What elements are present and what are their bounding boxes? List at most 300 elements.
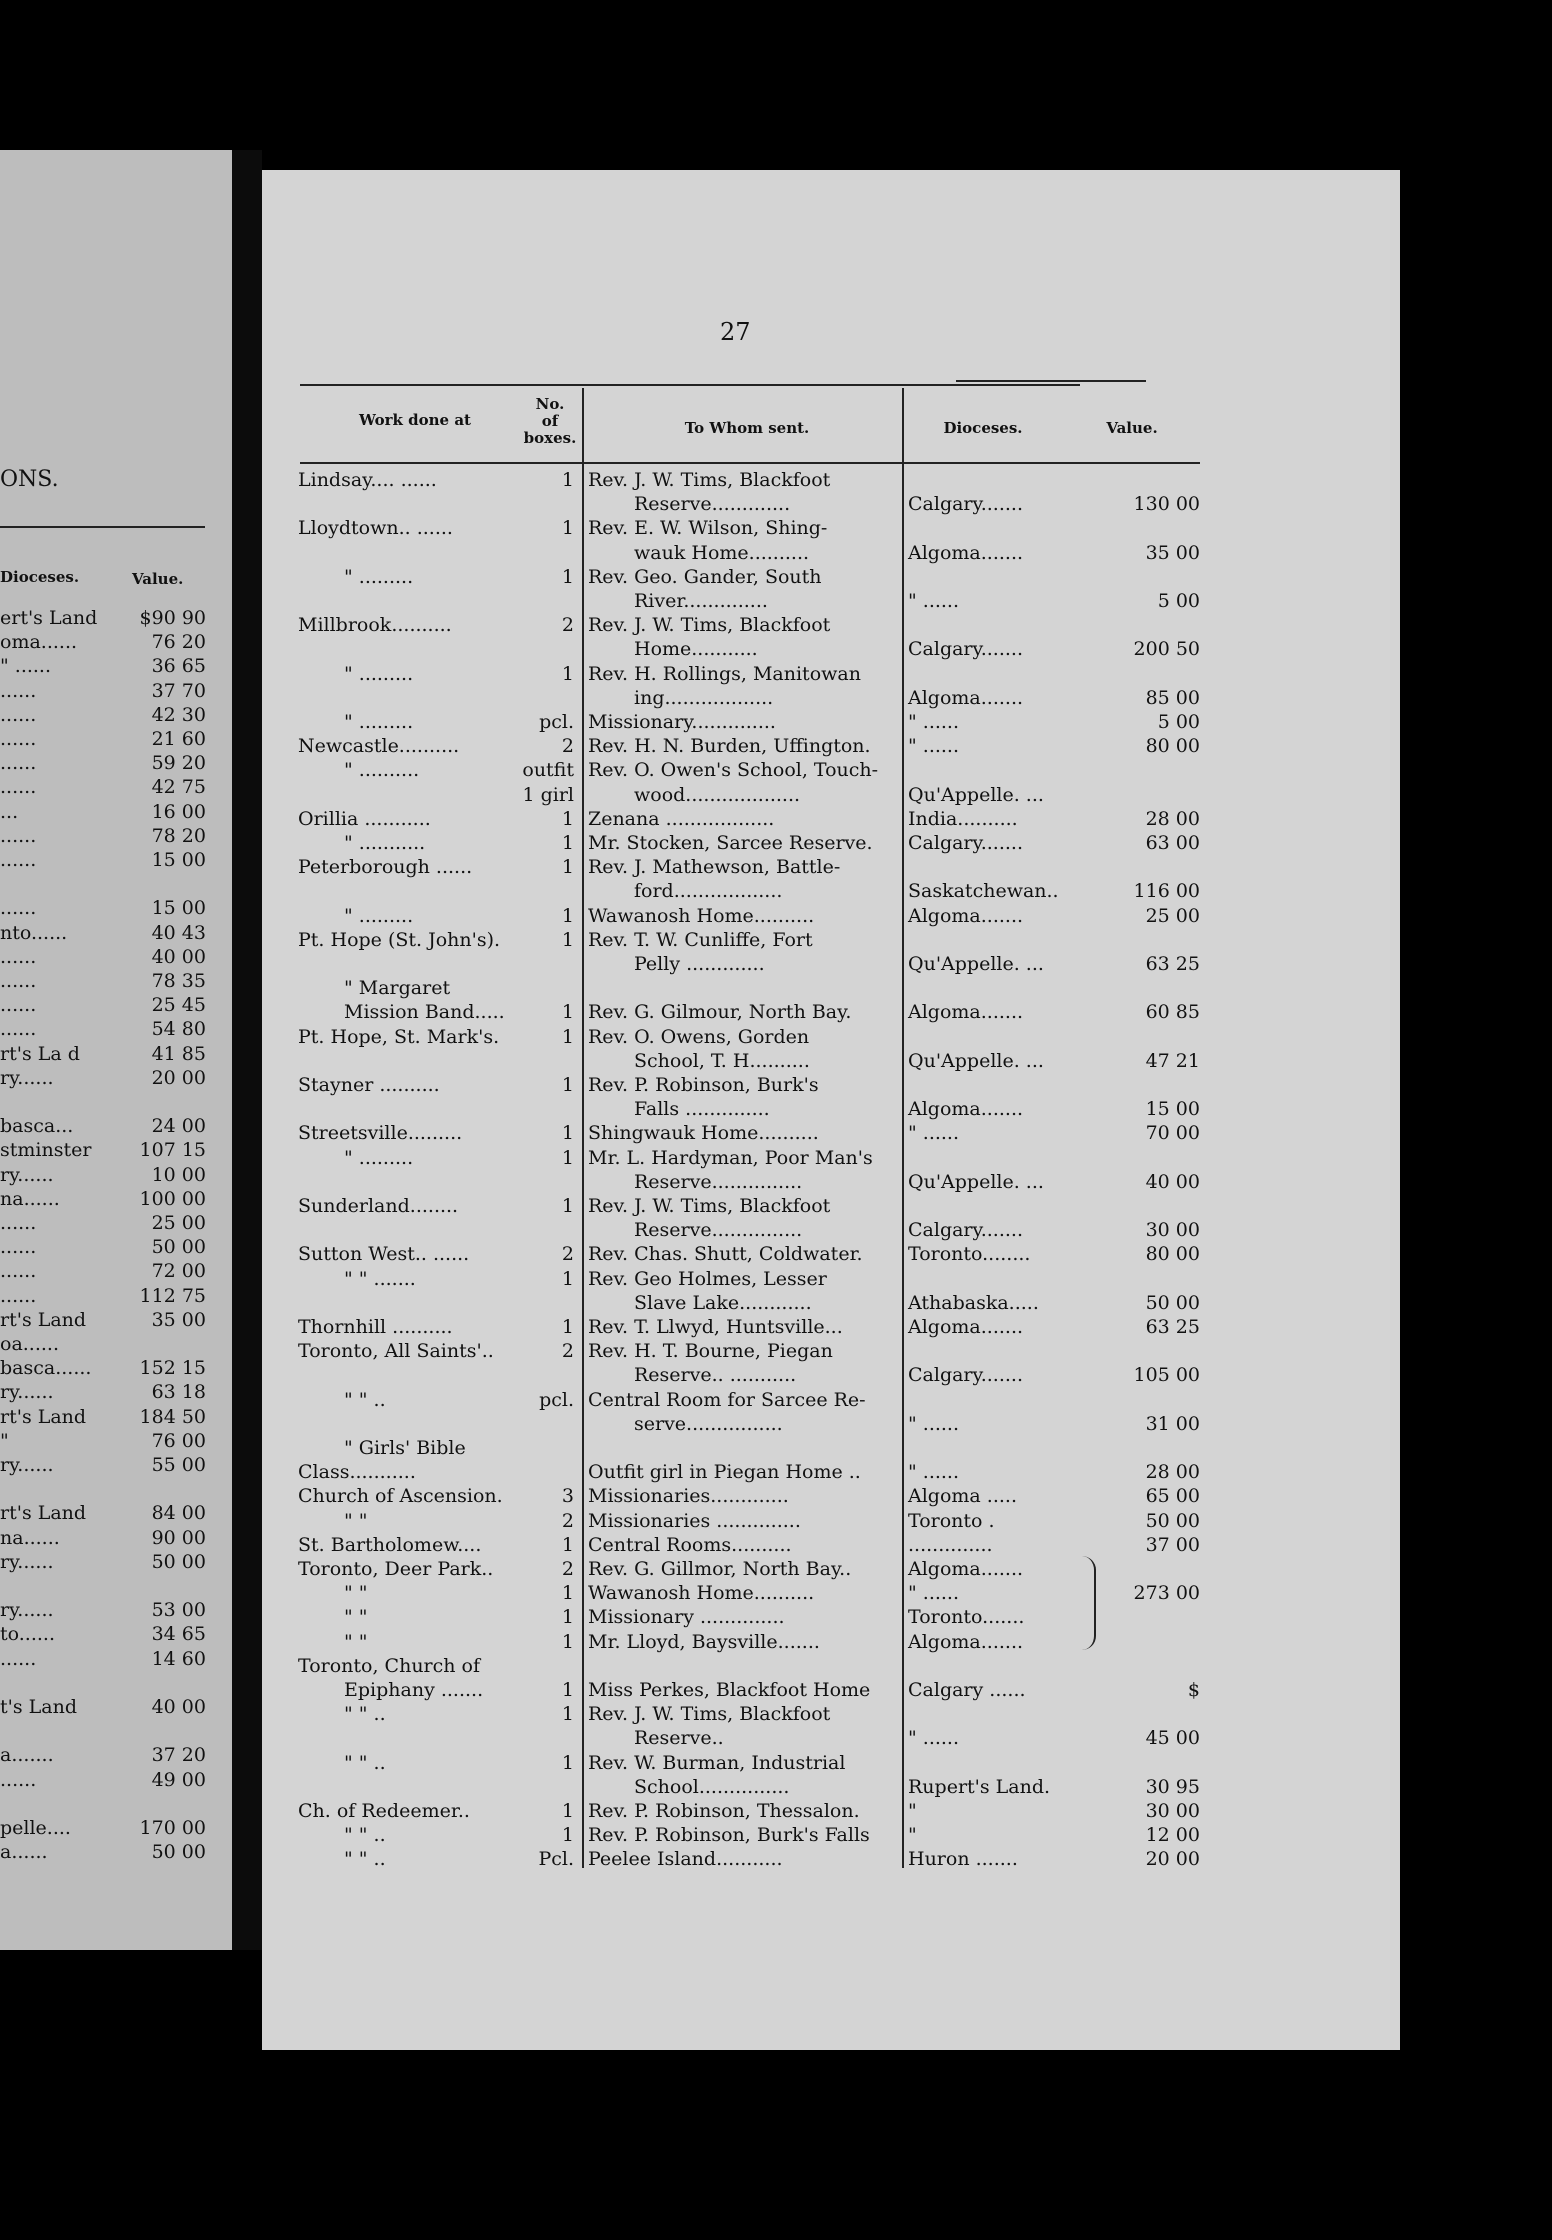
diocese-cell: Qu'Appelle. ... xyxy=(908,953,1044,975)
left-row-diocese: t's Land xyxy=(0,1696,77,1718)
col-header-whom: To Whom sent. xyxy=(684,419,810,437)
to-whom-sent-cell: Rev. J. W. Tims, Blackfoot xyxy=(588,469,831,491)
value-cell: $ xyxy=(1187,1679,1200,1701)
left-row-value: 55 00 xyxy=(151,1454,206,1476)
value-cell: 15 00 xyxy=(1145,1098,1200,1121)
diocese-cell: Algoma....... xyxy=(908,904,1024,927)
diocese-cell: " ...... xyxy=(908,1582,960,1605)
boxes-count-cell: outfit xyxy=(522,759,574,782)
value-cell: 30 00 xyxy=(1145,1800,1200,1822)
diocese-cell: Algoma....... xyxy=(908,1098,1024,1121)
work-done-at-cell: Pt. Hope, St. Mark's. xyxy=(298,1025,500,1048)
boxes-count-cell: 2 xyxy=(561,1243,574,1266)
left-row-value: 78 35 xyxy=(151,970,206,992)
left-row-diocese: to...... xyxy=(0,1623,55,1646)
diocese-cell: " ...... xyxy=(908,1727,960,1750)
left-row-diocese: ...... xyxy=(0,970,37,992)
value-cell: 47 21 xyxy=(1145,1049,1200,1072)
left-row-diocese: ry...... xyxy=(0,1550,54,1573)
to-whom-sent-cell: Missionaries .............. xyxy=(588,1509,801,1532)
to-whom-sent-cell: Rev. J. Mathewson, Battle- xyxy=(588,856,841,879)
left-row-diocese: ...... xyxy=(0,1236,37,1259)
left-row-value: 54 80 xyxy=(151,1018,206,1041)
work-done-at-cell: " " .. xyxy=(344,1703,386,1726)
to-whom-sent-cell: Falls .............. xyxy=(634,1098,770,1121)
left-row-value: 107 15 xyxy=(139,1139,206,1162)
to-whom-sent-cell: Rev. Geo Holmes, Lesser xyxy=(588,1267,827,1290)
work-done-at-cell: Thornhill .......... xyxy=(298,1316,453,1338)
boxes-count-cell: 1 xyxy=(561,904,574,927)
col-header-boxes-line3: boxes. xyxy=(523,429,577,447)
left-row-diocese: ert's Land xyxy=(0,607,98,629)
left-row-value: 42 30 xyxy=(151,703,206,726)
left-row-diocese: ry...... xyxy=(0,1381,54,1404)
to-whom-sent-cell: Shingwauk Home.......... xyxy=(588,1122,819,1145)
diocese-cell: Calgary....... xyxy=(908,1219,1024,1242)
header-rule xyxy=(300,462,1200,464)
boxes-count-cell: 2 xyxy=(561,1509,574,1532)
value-cell: 63 25 xyxy=(1145,1316,1200,1338)
to-whom-sent-cell: Missionary .............. xyxy=(588,1606,785,1629)
value-cell: 65 00 xyxy=(1145,1485,1200,1508)
left-row-diocese: rt's La d xyxy=(0,1042,80,1065)
value-cell: 273 00 xyxy=(1133,1582,1200,1605)
to-whom-sent-cell: ing.................. xyxy=(634,686,774,709)
left-row-diocese: ...... xyxy=(0,679,37,702)
left-row-value: 184 50 xyxy=(139,1405,206,1428)
col-header-boxes-line2: of xyxy=(541,412,559,430)
to-whom-sent-cell: Central Rooms.......... xyxy=(588,1533,792,1556)
boxes-count-cell: 1 xyxy=(561,807,574,830)
work-done-at-cell: " " ....... xyxy=(344,1267,416,1290)
left-row-value: 25 00 xyxy=(151,1212,206,1234)
left-row-value: 14 60 xyxy=(151,1647,206,1670)
boxes-count-cell: 1 xyxy=(561,517,574,540)
value-cell: 28 00 xyxy=(1145,1461,1200,1484)
diocese-cell: Qu'Appelle. ... xyxy=(908,1049,1044,1072)
value-cell: 37 00 xyxy=(1145,1533,1200,1556)
work-done-at-cell: Pt. Hope (St. John's). xyxy=(298,928,501,951)
left-row-diocese: na...... xyxy=(0,1187,60,1210)
diocese-cell: Huron ....... xyxy=(908,1848,1018,1871)
diocese-cell: Calgary....... xyxy=(908,832,1024,854)
value-cell: 60 85 xyxy=(1145,1001,1200,1024)
left-row-diocese: pelle.... xyxy=(0,1817,71,1839)
diocese-cell: " ...... xyxy=(908,735,960,758)
left-row-value: 76 20 xyxy=(151,631,206,654)
work-done-at-cell: " " xyxy=(344,1606,368,1629)
to-whom-sent-cell: Slave Lake............ xyxy=(634,1291,812,1314)
left-row-value: 42 75 xyxy=(151,776,206,799)
left-row-diocese: na...... xyxy=(0,1526,60,1549)
left-row-diocese: basca...... xyxy=(0,1357,92,1380)
to-whom-sent-cell: Rev. J. W. Tims, Blackfoot xyxy=(588,1195,831,1217)
to-whom-sent-cell: Rev. G. Gilmour, North Bay. xyxy=(588,1001,852,1024)
diocese-cell: Algoma ..... xyxy=(908,1485,1017,1508)
left-rule xyxy=(0,526,205,528)
boxes-count-cell: 1 xyxy=(561,928,574,951)
boxes-count-cell: 1 xyxy=(561,1703,574,1726)
diocese-cell: Algoma....... xyxy=(908,686,1024,709)
top-rule-right xyxy=(956,380,1146,382)
left-page-fragment xyxy=(0,150,232,1950)
boxes-count-cell: 1 xyxy=(561,1074,574,1096)
left-row-diocese: oma...... xyxy=(0,631,78,654)
to-whom-sent-cell: Rev. Chas. Shutt, Coldwater. xyxy=(588,1243,863,1266)
value-cell: 80 00 xyxy=(1145,1243,1200,1266)
diocese-cell: Saskatchewan.. xyxy=(908,880,1059,903)
diocese-cell: Toronto....... xyxy=(908,1606,1025,1629)
left-row-value: 63 18 xyxy=(151,1381,206,1404)
left-row-value: 84 00 xyxy=(151,1502,206,1525)
diocese-cell: Qu'Appelle. ... xyxy=(908,1170,1044,1193)
value-cell: 116 00 xyxy=(1133,880,1200,903)
boxes-count-cell: 1 xyxy=(561,1146,574,1169)
book-gutter xyxy=(232,150,262,1950)
left-row-value: 35 00 xyxy=(151,1308,206,1331)
work-done-at-cell: Epiphany ....... xyxy=(344,1679,484,1701)
to-whom-sent-cell: ford.................. xyxy=(634,880,783,903)
to-whom-sent-cell: Wawanosh Home.......... xyxy=(588,1582,815,1605)
diocese-cell: " ...... xyxy=(908,1122,960,1145)
boxes-count-cell: 1 xyxy=(561,662,574,685)
left-row-value: 37 70 xyxy=(151,679,206,702)
to-whom-sent-cell: Mr. Stocken, Sarcee Reserve. xyxy=(588,832,873,854)
left-row-diocese: ...... xyxy=(0,703,37,726)
left-row-diocese: ...... xyxy=(0,897,37,920)
left-row-value: 49 00 xyxy=(151,1768,206,1791)
work-done-at-cell: " ......... xyxy=(344,1146,414,1169)
left-row-value: 20 00 xyxy=(151,1066,206,1089)
boxes-count-cell: 1 xyxy=(561,1533,574,1556)
work-done-at-cell: Toronto, Church of xyxy=(298,1654,481,1677)
work-done-at-cell: " " .. xyxy=(344,1751,386,1774)
work-done-at-cell: " " .. xyxy=(344,1848,386,1871)
boxes-count-cell: pcl. xyxy=(539,711,574,733)
work-done-at-cell: " " .. xyxy=(344,1388,386,1411)
left-row-diocese: rt's Land xyxy=(0,1308,87,1331)
boxes-count-cell: 2 xyxy=(561,1340,574,1363)
to-whom-sent-cell: River.............. xyxy=(634,590,768,612)
left-row-diocese: " xyxy=(0,1429,9,1452)
to-whom-sent-cell: Rev. T. Llwyd, Huntsville... xyxy=(588,1316,843,1338)
diocese-cell: Algoma....... xyxy=(908,1558,1024,1580)
boxes-count-cell: pcl. xyxy=(539,1388,574,1411)
work-done-at-cell: Orillia ........... xyxy=(298,807,431,830)
left-row-value: 40 00 xyxy=(151,1696,206,1718)
value-cell: 12 00 xyxy=(1145,1824,1200,1847)
work-done-at-cell: " " xyxy=(344,1509,368,1532)
left-row-value: 21 60 xyxy=(151,728,206,750)
left-row-value: $90 90 xyxy=(139,607,206,629)
diocese-cell: India.......... xyxy=(908,807,1018,830)
work-done-at-cell: " ......... xyxy=(344,711,414,733)
diocese-cell: " ...... xyxy=(908,711,960,733)
value-cell: 50 00 xyxy=(1145,1291,1200,1314)
to-whom-sent-cell: School............... xyxy=(634,1775,790,1798)
to-whom-sent-cell: School, T. H.......... xyxy=(634,1049,810,1072)
left-row-diocese: oa...... xyxy=(0,1333,60,1355)
to-whom-sent-cell: Rev. H. N. Burden, Uffington. xyxy=(588,735,871,758)
left-row-value: 50 00 xyxy=(151,1550,206,1573)
value-cell: 80 00 xyxy=(1145,735,1200,758)
value-cell: 50 00 xyxy=(1145,1509,1200,1532)
work-done-at-cell: " " xyxy=(344,1582,368,1605)
left-row-value: 72 00 xyxy=(151,1260,206,1283)
left-row-value: 100 00 xyxy=(139,1187,206,1210)
to-whom-sent-cell: Reserve............... xyxy=(634,1219,803,1242)
left-row-value: 40 00 xyxy=(151,945,206,968)
diocese-cell: Calgary....... xyxy=(908,493,1024,516)
work-done-at-cell: Ch. of Redeemer.. xyxy=(298,1800,470,1822)
diocese-cell: Algoma....... xyxy=(908,541,1024,564)
boxes-count-cell: 1 xyxy=(561,856,574,879)
left-row-diocese: ...... xyxy=(0,849,37,871)
value-cell: 200 50 xyxy=(1133,638,1200,661)
to-whom-sent-cell: Rev. H. Rollings, Manitowan xyxy=(588,662,861,685)
to-whom-sent-cell: Mr. Lloyd, Baysville....... xyxy=(588,1630,820,1653)
boxes-count-cell: 1 xyxy=(561,1195,574,1217)
left-row-value: 50 00 xyxy=(151,1841,206,1864)
left-row-value: 15 00 xyxy=(151,897,206,920)
left-row-value: 112 75 xyxy=(139,1284,206,1307)
diocese-cell: Qu'Appelle. ... xyxy=(908,783,1044,806)
value-cell: 70 00 xyxy=(1145,1122,1200,1145)
value-cell: 31 00 xyxy=(1145,1412,1200,1435)
left-row-diocese: a....... xyxy=(0,1744,54,1767)
diocese-cell: Toronto . xyxy=(908,1509,995,1532)
page-number: 27 xyxy=(720,318,751,346)
boxes-count-cell: 3 xyxy=(561,1485,574,1508)
to-whom-sent-cell: Rev. O. Owen's School, Touch- xyxy=(588,759,879,782)
to-whom-sent-cell: Missionaries............. xyxy=(588,1485,789,1508)
left-row-diocese: ...... xyxy=(0,752,37,775)
left-row-diocese: " ...... xyxy=(0,655,52,678)
to-whom-sent-cell: Reserve............... xyxy=(634,1170,803,1193)
left-row-diocese: ...... xyxy=(0,1647,37,1670)
to-whom-sent-cell: Rev. P. Robinson, Burk's xyxy=(588,1074,819,1096)
boxes-count-cell: 2 xyxy=(561,1558,574,1580)
left-row-diocese: ...... xyxy=(0,1284,37,1307)
value-cell: 5 00 xyxy=(1157,590,1200,612)
left-row-value: 78 20 xyxy=(151,824,206,847)
left-col-dioceses: Dioceses. xyxy=(0,568,80,586)
left-row-value: 40 43 xyxy=(151,921,206,944)
left-row-diocese: ...... xyxy=(0,776,37,799)
work-done-at-cell: Class........... xyxy=(298,1461,416,1484)
left-row-value: 53 00 xyxy=(151,1599,206,1622)
boxes-count-cell: 1 xyxy=(561,1679,574,1701)
diocese-cell: Toronto........ xyxy=(908,1243,1031,1266)
value-cell: 20 00 xyxy=(1145,1848,1200,1871)
to-whom-sent-cell: Rev. T. W. Cunliffe, Fort xyxy=(588,928,813,951)
left-row-value: 10 00 xyxy=(151,1163,206,1186)
top-rule xyxy=(300,384,1080,386)
work-done-at-cell: Peterborough ...... xyxy=(298,856,473,879)
left-row-diocese: ry...... xyxy=(0,1599,54,1622)
left-row-value: 90 00 xyxy=(151,1526,206,1549)
work-done-at-cell: Lindsay.... ...... xyxy=(298,469,437,491)
left-row-value: 59 20 xyxy=(151,752,206,775)
boxes-count-cell: 1 xyxy=(561,1630,574,1653)
diocese-cell: " ...... xyxy=(908,590,960,612)
left-row-diocese: ...... xyxy=(0,945,37,968)
col-header-boxes-line1: No. xyxy=(535,395,565,413)
to-whom-sent-cell: Pelly ............. xyxy=(634,953,765,975)
diocese-cell: " ...... xyxy=(908,1461,960,1484)
to-whom-sent-cell: Zenana .................. xyxy=(588,807,775,830)
work-done-at-cell: Lloydtown.. ...... xyxy=(298,517,453,540)
left-row-diocese: basca... xyxy=(0,1115,74,1138)
to-whom-sent-cell: Outfit girl in Piegan Home .. xyxy=(588,1461,861,1484)
value-cell: 105 00 xyxy=(1133,1364,1200,1387)
left-row-diocese: rt's Land xyxy=(0,1502,87,1525)
to-whom-sent-cell: Rev. O. Owens, Gorden xyxy=(588,1025,810,1048)
left-row-value: 76 00 xyxy=(151,1429,206,1452)
to-whom-sent-cell: wood................... xyxy=(634,783,801,806)
diocese-cell: Algoma....... xyxy=(908,1316,1024,1338)
value-cell: 63 25 xyxy=(1145,953,1200,975)
boxes-count-cell: 1 xyxy=(561,832,574,854)
to-whom-sent-cell: serve................ xyxy=(634,1412,783,1435)
left-row-diocese: ry...... xyxy=(0,1066,54,1089)
left-row-value: 152 15 xyxy=(139,1357,206,1380)
to-whom-sent-cell: Reserve.. ........... xyxy=(634,1364,797,1387)
to-whom-sent-cell: wauk Home.......... xyxy=(634,541,810,564)
to-whom-sent-cell: Missionary.............. xyxy=(588,711,776,733)
boxes-count-cell: 1 xyxy=(561,1824,574,1847)
left-row-diocese: rt's Land xyxy=(0,1405,87,1428)
work-done-at-cell: Toronto, All Saints'.. xyxy=(298,1340,494,1363)
value-cell: 130 00 xyxy=(1133,493,1200,516)
to-whom-sent-cell: Mr. L. Hardyman, Poor Man's xyxy=(588,1146,873,1169)
diocese-cell: Rupert's Land. xyxy=(908,1775,1051,1798)
left-row-value: 15 00 xyxy=(151,849,206,871)
to-whom-sent-cell: Peelee Island........... xyxy=(588,1848,783,1871)
diocese-cell: " xyxy=(908,1824,917,1847)
work-done-at-cell: Streetsville......... xyxy=(298,1122,463,1145)
diocese-cell: Athabaska..... xyxy=(908,1291,1039,1314)
left-row-value: 24 00 xyxy=(151,1115,206,1138)
boxes-count-cell: 1 xyxy=(561,1316,574,1338)
left-row-diocese: ...... xyxy=(0,824,37,847)
left-row-diocese: ...... xyxy=(0,994,37,1017)
work-done-at-cell: Church of Ascension. xyxy=(298,1485,503,1508)
left-row-value: 170 00 xyxy=(139,1817,206,1839)
boxes-count-cell: 1 xyxy=(561,1800,574,1822)
boxes-count-cell: 1 xyxy=(561,1001,574,1024)
left-row-diocese: ry...... xyxy=(0,1163,54,1186)
work-done-at-cell: " " xyxy=(344,1630,368,1653)
value-cell: 63 00 xyxy=(1145,832,1200,854)
left-row-value: 16 00 xyxy=(151,800,206,823)
left-row-diocese: ...... xyxy=(0,1768,37,1791)
left-row-diocese: stminster xyxy=(0,1139,92,1162)
diocese-cell: Algoma....... xyxy=(908,1630,1024,1653)
value-cell: 85 00 xyxy=(1145,686,1200,709)
to-whom-sent-cell: Rev. E. W. Wilson, Shing- xyxy=(588,517,828,540)
boxes-count-cell: 1 xyxy=(561,1122,574,1145)
to-whom-sent-cell: Rev. H. T. Bourne, Piegan xyxy=(588,1340,833,1363)
boxes-count-cell: 2 xyxy=(561,735,574,758)
work-done-at-cell: Toronto, Deer Park.. xyxy=(298,1558,494,1580)
to-whom-sent-cell: Rev. W. Burman, Industrial xyxy=(588,1751,846,1774)
work-done-at-cell: Sunderland........ xyxy=(298,1195,459,1217)
work-done-at-cell: " " .. xyxy=(344,1824,386,1847)
work-done-at-cell: St. Bartholomew.... xyxy=(298,1533,482,1556)
diocese-cell: " xyxy=(908,1800,917,1822)
col-header-work: Work done at xyxy=(359,411,471,429)
work-done-at-cell: " Margaret xyxy=(344,977,451,1000)
work-done-at-cell: " ......... xyxy=(344,662,414,685)
boxes-count-cell: 1 xyxy=(561,469,574,491)
work-done-at-cell: " ........... xyxy=(344,832,426,854)
work-done-at-cell: Millbrook.......... xyxy=(298,614,452,637)
bracket-brace xyxy=(1080,1556,1096,1650)
left-row-diocese: ...... xyxy=(0,1212,37,1234)
to-whom-sent-cell: Rev. Geo. Gander, South xyxy=(588,565,822,588)
left-row-value: 50 00 xyxy=(151,1236,206,1259)
work-done-at-cell: Newcastle.......... xyxy=(298,735,460,758)
left-row-diocese: ry...... xyxy=(0,1454,54,1476)
diocese-cell: .............. xyxy=(908,1533,993,1556)
work-done-at-cell: " .......... xyxy=(344,759,420,782)
diocese-cell: " ...... xyxy=(908,1412,960,1435)
value-cell: 5 00 xyxy=(1157,711,1200,733)
left-row-value: 36 65 xyxy=(151,655,206,678)
left-row-diocese: nto...... xyxy=(0,921,68,944)
boxes-count-cell: 2 xyxy=(561,614,574,637)
col-header-dioceses: Dioceses. xyxy=(943,419,1023,437)
value-cell: 25 00 xyxy=(1145,904,1200,927)
left-row-diocese: ... xyxy=(0,800,19,823)
to-whom-sent-cell: Home........... xyxy=(634,638,758,661)
to-whom-sent-cell: Rev. P. Robinson, Thessalon. xyxy=(588,1800,860,1822)
work-done-at-cell: Stayner .......... xyxy=(298,1074,440,1096)
boxes-count-cell: 1 xyxy=(561,1606,574,1629)
left-row-value: 34 65 xyxy=(151,1623,206,1646)
value-cell: 35 00 xyxy=(1145,541,1200,564)
diocese-cell: Algoma....... xyxy=(908,1001,1024,1024)
left-row-diocese: a...... xyxy=(0,1841,48,1864)
value-cell: 30 95 xyxy=(1145,1775,1200,1798)
boxes-count-cell: 1 xyxy=(561,1582,574,1605)
work-done-at-cell: " ......... xyxy=(344,904,414,927)
boxes-count-cell: 1 xyxy=(561,1267,574,1290)
work-done-at-cell: " ......... xyxy=(344,565,414,588)
boxes-count-cell: Pcl. xyxy=(538,1848,574,1871)
boxes-count-cell: 1 girl xyxy=(522,783,574,806)
to-whom-sent-cell: Central Room for Sarcee Re- xyxy=(588,1388,866,1411)
to-whom-sent-cell: Rev. G. Gillmor, North Bay.. xyxy=(588,1558,852,1580)
col-header-value: Value. xyxy=(1106,419,1158,437)
to-whom-sent-cell: Miss Perkes, Blackfoot Home xyxy=(588,1679,871,1701)
boxes-count-cell: 1 xyxy=(561,1751,574,1774)
left-row-diocese: ...... xyxy=(0,1260,37,1283)
work-done-at-cell: Mission Band..... xyxy=(344,1001,505,1024)
left-col-value: Value. xyxy=(132,570,184,588)
to-whom-sent-cell: Rev. P. Robinson, Burk's Falls xyxy=(588,1824,870,1847)
to-whom-sent-cell: Reserve.. xyxy=(634,1727,724,1750)
left-row-diocese: ...... xyxy=(0,728,37,750)
value-cell: 28 00 xyxy=(1145,807,1200,830)
col-divider-1 xyxy=(582,388,584,1868)
to-whom-sent-cell: Rev. J. W. Tims, Blackfoot xyxy=(588,1703,831,1726)
to-whom-sent-cell: Wawanosh Home.......... xyxy=(588,904,815,927)
value-cell: 40 00 xyxy=(1145,1170,1200,1193)
to-whom-sent-cell: Rev. J. W. Tims, Blackfoot xyxy=(588,614,831,637)
value-cell: 45 00 xyxy=(1145,1727,1200,1750)
